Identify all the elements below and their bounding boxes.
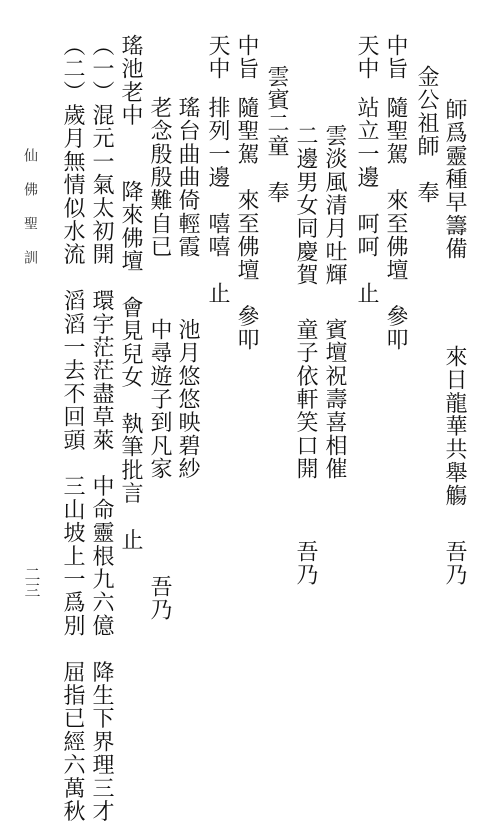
text-line: 吾乃 — [147, 575, 172, 622]
text-line: 二邊男女同慶賀 — [293, 124, 318, 287]
text-line: 瑤台曲曲倚輕霞 — [175, 96, 200, 259]
text-line: 中尋遊子到凡家 — [147, 318, 172, 481]
text-line: 天中 — [205, 34, 230, 81]
text-line: 隨聖駕 來至佛壇 參叩 — [234, 96, 259, 352]
text-line: （一）混元一氣太初開 環宇茫茫盡草萊 中命靈根九六億 降生下界理三才 — [89, 34, 114, 823]
text-line: 吾乃 — [442, 540, 467, 587]
text-line: 隨聖駕 來至佛壇 參叩 — [383, 96, 408, 352]
text-line: 童子依軒笑口開 — [293, 318, 318, 481]
text-line: 瑤池老中 — [118, 34, 143, 127]
text-line: 池月悠悠映碧紗 — [175, 318, 200, 481]
text-line: 老念殷殷難自已 — [147, 96, 172, 259]
text-line: 排列一邊 嘻嘻 止 — [205, 96, 230, 305]
page-number: 二三 — [22, 566, 41, 598]
text-line: 降來佛壇 會見兒女 執筆批言 止 — [118, 180, 143, 552]
text-line: 賓壇祝壽喜相催 — [322, 318, 347, 481]
text-line: （二）歲月無情似水流 滔滔一去不回頭 三山坡上一爲別 屈指已經六萬秋 — [60, 34, 85, 823]
side-title: 仙佛聖訓 — [22, 148, 38, 284]
text-line: 雲賓二童 奉 — [264, 65, 289, 205]
text-line: 吾乃 — [293, 540, 318, 587]
text-line: 站立一邊 呵呵 止 — [354, 96, 379, 305]
text-line: 師爲靈種早籌備 — [442, 98, 467, 261]
text-line: 天中 — [354, 34, 379, 81]
text-line: 中旨 — [383, 34, 408, 81]
text-line: 金公祖師 奉 — [414, 65, 439, 205]
text-line: 中旨 — [234, 34, 259, 81]
text-line: 雲淡風清月吐輝 — [322, 124, 347, 287]
text-line: 來日龍華共舉觴 — [442, 345, 467, 508]
